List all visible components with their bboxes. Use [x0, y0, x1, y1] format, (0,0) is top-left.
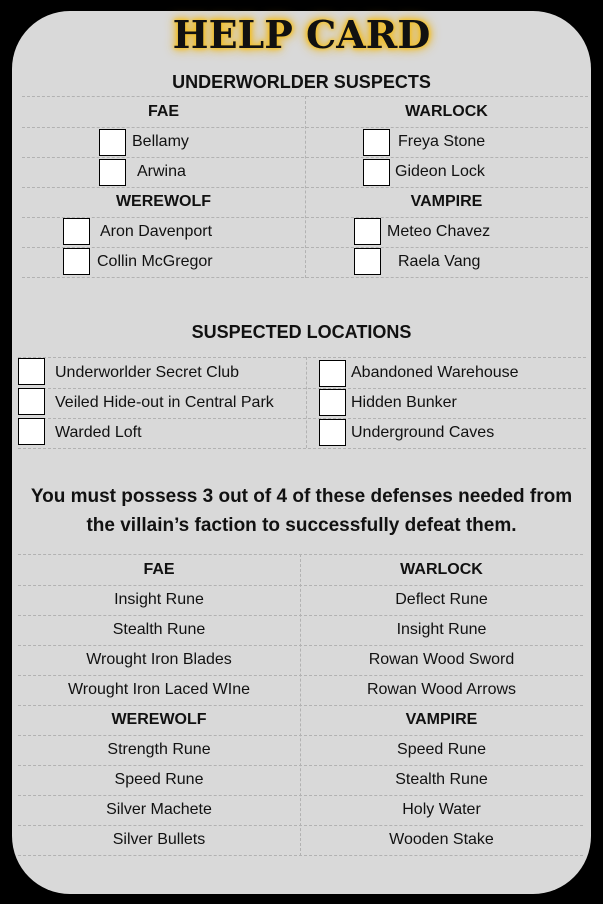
location-name: Warded Loft — [55, 424, 142, 441]
defense-item: Wrought Iron Blades — [86, 651, 232, 668]
location-checkbox[interactable] — [18, 358, 45, 385]
defense-item: Deflect Rune — [395, 591, 488, 608]
defense-item: Wooden Stake — [389, 831, 494, 848]
defense-item: Insight Rune — [114, 591, 204, 608]
locations-table — [18, 357, 586, 448]
locations-heading: SUSPECTED LOCATIONS — [191, 322, 412, 342]
location-checkbox[interactable] — [18, 388, 45, 415]
suspects-table — [22, 96, 588, 278]
location-checkbox[interactable] — [18, 418, 45, 445]
card-title: HELP CARD — [172, 12, 431, 57]
location-name: Underground Caves — [351, 424, 495, 441]
location-name: Hidden Bunker — [351, 394, 457, 411]
suspect-name: Raela Vang — [398, 253, 481, 270]
defense-item: Speed Rune — [114, 771, 204, 788]
defense-item: Holy Water — [402, 801, 481, 818]
defense-item: Stealth Rune — [112, 621, 206, 638]
defense-item: Strength Rune — [107, 741, 211, 758]
location-name: Abandoned Warehouse — [351, 364, 519, 381]
defense-item: Wrought Iron Laced WIne — [67, 681, 251, 698]
defense-item: Silver Machete — [106, 801, 212, 818]
defense-header-vampire: VAMPIRE — [405, 711, 478, 728]
defense-header-warlock: WARLOCK — [400, 561, 483, 578]
suspects-heading: UNDERWORLDER SUSPECTS — [172, 72, 431, 92]
suspect-checkbox[interactable] — [363, 159, 390, 186]
suspect-name: Bellamy — [132, 133, 189, 150]
defense-header-werewolf: WEREWOLF — [111, 711, 207, 728]
defense-item: Rowan Wood Arrows — [366, 681, 517, 698]
suspect-name: Freya Stone — [398, 133, 486, 150]
defense-item: Silver Bullets — [112, 831, 206, 848]
suspect-name: Gideon Lock — [395, 163, 485, 180]
location-checkbox[interactable] — [319, 419, 346, 446]
suspect-checkbox[interactable] — [99, 159, 126, 186]
defense-item: Insight Rune — [396, 621, 487, 638]
faction-header-fae: FAE — [147, 103, 180, 120]
suspect-checkbox[interactable] — [63, 248, 90, 275]
defense-item: Stealth Rune — [395, 771, 488, 788]
suspect-checkbox[interactable] — [354, 248, 381, 275]
location-name: Veiled Hide-out in Central Park — [55, 394, 274, 411]
suspect-name: Collin McGregor — [97, 253, 213, 270]
location-checkbox[interactable] — [319, 360, 346, 387]
suspect-name: Arwina — [137, 163, 186, 180]
defenses-table — [18, 554, 583, 856]
suspect-name: Meteo Chavez — [387, 223, 491, 240]
defense-header-fae: FAE — [143, 561, 175, 578]
defenses-instruction: You must possess 3 out of 4 of these defenses needed from the villain’s faction to successfully defeat them. — [30, 486, 573, 536]
faction-header-werewolf: WEREWOLF — [115, 193, 212, 210]
location-checkbox[interactable] — [319, 389, 346, 416]
suspect-checkbox[interactable] — [63, 218, 90, 245]
suspect-checkbox[interactable] — [363, 129, 390, 156]
suspect-checkbox[interactable] — [354, 218, 381, 245]
location-name: Underworlder Secret Club — [55, 364, 240, 381]
defense-item: Speed Rune — [397, 741, 486, 758]
suspect-name: Aron Davenport — [100, 223, 213, 240]
suspect-checkbox[interactable] — [99, 129, 126, 156]
defense-item: Rowan Wood Sword — [368, 651, 515, 668]
faction-header-vampire: VAMPIRE — [410, 193, 483, 210]
faction-header-warlock: WARLOCK — [405, 103, 488, 120]
